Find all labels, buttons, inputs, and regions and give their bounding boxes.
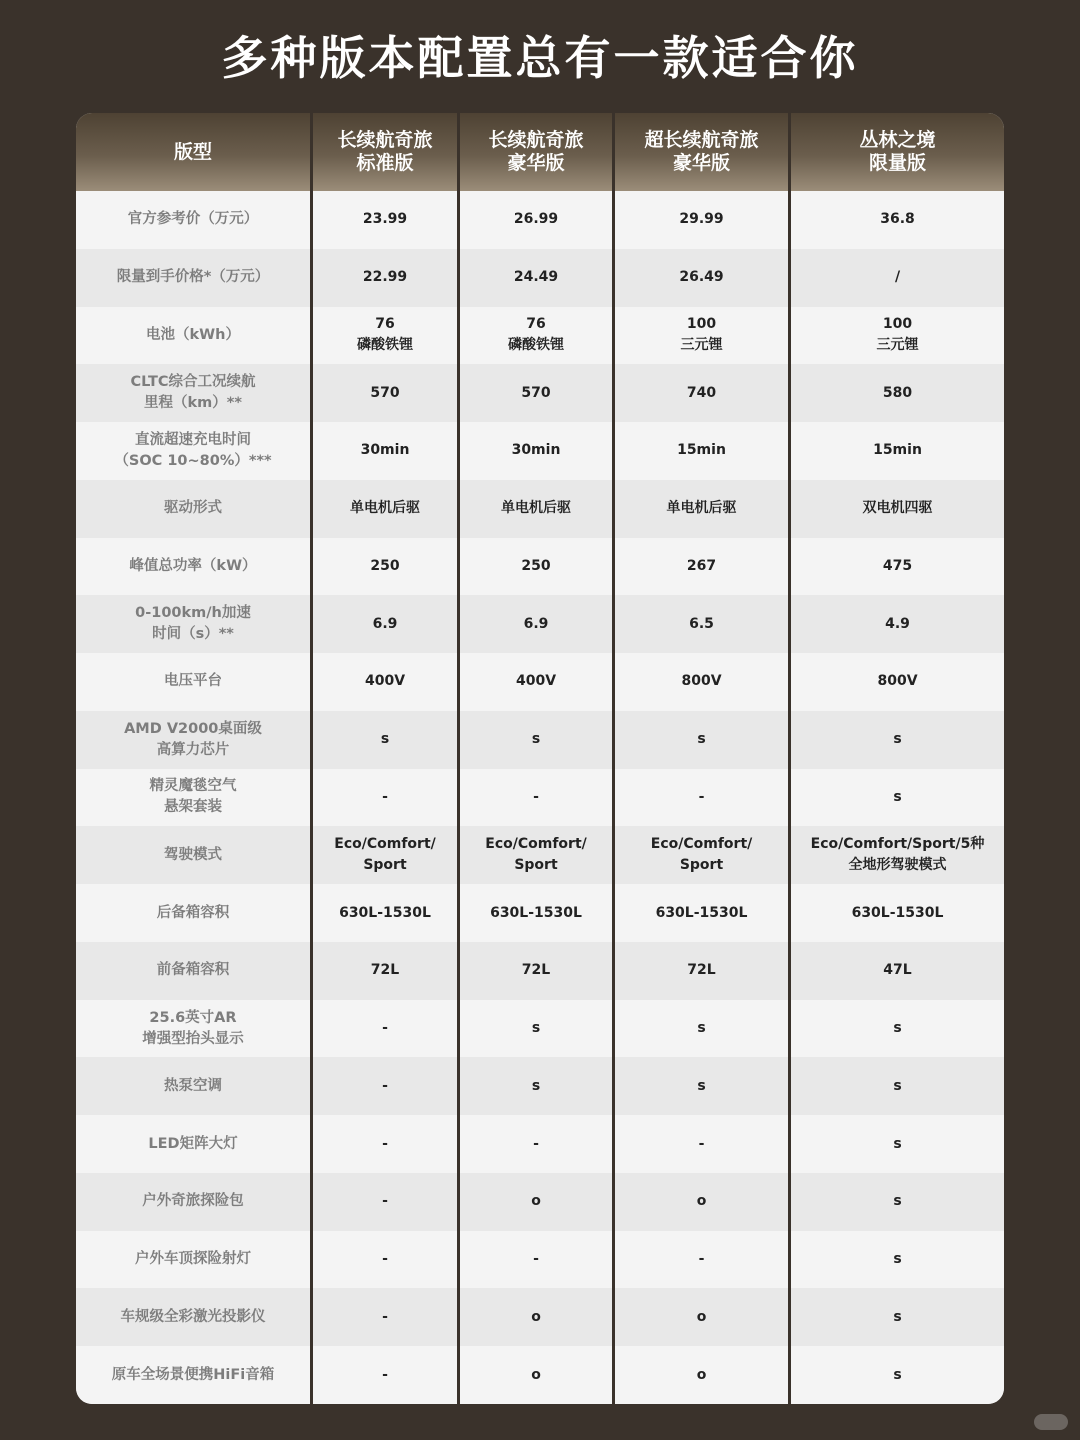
value-cell (460, 711, 612, 769)
value-cell (313, 422, 457, 480)
table-row (76, 595, 1004, 653)
value-cell (615, 1057, 788, 1115)
value-cell (791, 1173, 1004, 1231)
table-row (76, 826, 1004, 884)
value-cell (460, 480, 612, 538)
column-divider (310, 113, 313, 1404)
value-cell (460, 1057, 612, 1115)
cell-text-line: 后备箱容积 (156, 904, 230, 921)
value-cell (460, 538, 612, 596)
value-cell (615, 364, 788, 422)
value-cell (615, 249, 788, 307)
cell-text-line: 76 (526, 316, 546, 333)
value-cell (791, 884, 1004, 942)
row-label-cell (76, 191, 310, 249)
cell-text-line: 官方参考价（万元） (127, 211, 259, 228)
cell-text-line: - (533, 788, 539, 805)
header-label-cell (76, 113, 310, 191)
table-row (76, 191, 1004, 249)
cell-text-line: - (698, 1251, 705, 1268)
value-cell (615, 826, 788, 884)
value-cell (313, 1057, 457, 1115)
cell-text-line: s (893, 1135, 902, 1152)
cell-text-line: 580 (882, 384, 913, 401)
value-cell (460, 942, 612, 1000)
row-label-cell (76, 249, 310, 307)
cell-text-line: 电池（kWh） (146, 326, 240, 343)
cell-text-line: o (696, 1193, 707, 1210)
cell-text-line: 户外车顶探险射灯 (135, 1251, 251, 1268)
cell-text-line: - (698, 788, 705, 805)
value-cell (791, 595, 1004, 653)
cell-text-line: 磷酸铁锂 (357, 337, 413, 354)
cell-text-line: 丛林之境 (859, 129, 936, 151)
value-cell (791, 1288, 1004, 1346)
row-label-cell (76, 1288, 310, 1346)
value-cell (791, 307, 1004, 365)
cell-text-line: 6.9 (523, 615, 549, 632)
value-cell (615, 769, 788, 827)
value-cell (615, 538, 788, 596)
cell-text-line: o (696, 1366, 707, 1383)
cell-text-line: 100 (882, 316, 913, 333)
cell-text-line: s (893, 1251, 902, 1268)
value-cell (791, 249, 1004, 307)
value-cell (460, 769, 612, 827)
cell-text-line: 36.8 (880, 211, 915, 228)
cell-text-line: 0-100km/h加速 (135, 605, 251, 622)
cell-text-line: 570 (521, 384, 551, 401)
value-cell (313, 595, 457, 653)
cell-text-line: - (382, 1077, 388, 1094)
page-title: 多种版本配置总有一款适合你 (221, 31, 859, 85)
cell-text-line: s (697, 1020, 706, 1037)
value-cell (460, 364, 612, 422)
cell-text-line: s (531, 1020, 541, 1037)
value-cell (460, 1000, 612, 1058)
value-cell (313, 191, 457, 249)
value-cell (615, 653, 788, 711)
value-cell (791, 942, 1004, 1000)
cell-text-line: o (531, 1366, 541, 1383)
cell-text-line: 630L-1530L (490, 904, 582, 921)
value-cell (460, 191, 612, 249)
value-cell (791, 191, 1004, 249)
value-cell (313, 769, 457, 827)
table-row (76, 942, 1004, 1000)
cell-text-line: 6.5 (689, 615, 714, 632)
cell-text-line: s (531, 1077, 541, 1094)
cell-text-line: 22.99 (362, 269, 408, 286)
row-label-cell (76, 826, 310, 884)
value-cell (615, 1231, 788, 1289)
cell-text-line: 长续航奇旅 (488, 129, 584, 151)
cell-text-line: LED矩阵大灯 (148, 1135, 238, 1152)
cell-text-line: / (894, 269, 901, 286)
cell-text-line: s (893, 1077, 902, 1094)
value-cell (313, 826, 457, 884)
cell-text-line: 800V (877, 673, 918, 690)
value-cell (460, 1346, 612, 1404)
cell-text-line: 250 (370, 557, 400, 574)
value-cell (313, 1173, 457, 1231)
table-row (76, 1057, 1004, 1115)
cell-text-line: - (698, 1135, 705, 1152)
cell-text-line: 双电机四驱 (862, 500, 933, 517)
value-cell (615, 711, 788, 769)
value-cell (313, 711, 457, 769)
value-cell (313, 884, 457, 942)
value-cell (791, 1346, 1004, 1404)
value-cell (313, 307, 457, 365)
cell-text-line: 超长续航奇旅 (644, 129, 759, 151)
row-label-cell (76, 307, 310, 365)
value-cell (791, 826, 1004, 884)
value-cell (460, 826, 612, 884)
cell-text-line: 25.6英寸AR (149, 1009, 237, 1026)
table-row (76, 480, 1004, 538)
cell-text-line: 72L (521, 962, 551, 979)
cell-text-line: 400V (364, 673, 406, 690)
cell-text-line: s (380, 731, 390, 748)
cell-text-line: s (893, 731, 902, 748)
row-label-cell (76, 769, 310, 827)
cell-text-line: s (531, 731, 541, 748)
value-cell (791, 364, 1004, 422)
cell-text-line: 267 (686, 557, 717, 574)
cell-text-line: s (697, 1077, 706, 1094)
cell-text-line: Eco/Comfort/ (334, 836, 436, 853)
value-cell (615, 480, 788, 538)
cell-text-line: - (382, 1366, 388, 1383)
table-row (76, 884, 1004, 942)
row-label-cell (76, 480, 310, 538)
cell-text-line: 740 (686, 384, 717, 401)
cell-text-line: 峰值总功率（kW） (129, 557, 257, 574)
cell-text-line: s (893, 1308, 902, 1325)
value-cell (615, 1288, 788, 1346)
value-cell (313, 1346, 457, 1404)
value-cell (460, 1231, 612, 1289)
value-cell (791, 1115, 1004, 1173)
cell-text-line: 全地形驾驶模式 (848, 857, 947, 874)
cell-text-line: 时间（s）** (152, 626, 234, 643)
cell-text-line: 高算力芯片 (156, 741, 230, 758)
value-cell (313, 364, 457, 422)
cell-text-line: 增强型抬头显示 (142, 1030, 244, 1047)
cell-text-line: Sport (363, 857, 407, 874)
cell-text-line: 驾驶模式 (164, 846, 222, 863)
cell-text-line: 630L-1530L (851, 904, 944, 921)
cell-text-line: 72L (370, 962, 400, 979)
value-cell (615, 1173, 788, 1231)
table-header (76, 113, 1004, 191)
cell-text-line: 26.49 (679, 269, 724, 286)
cell-text-line: s (697, 731, 706, 748)
cell-text-line: 15min (873, 442, 922, 459)
value-cell (615, 307, 788, 365)
value-cell (460, 884, 612, 942)
value-cell (460, 595, 612, 653)
value-cell (313, 249, 457, 307)
cell-text-line: - (533, 1135, 539, 1152)
cell-text-line: （SOC 10~80%）*** (114, 452, 272, 469)
cell-text-line: o (696, 1308, 707, 1325)
cell-text-line: 570 (370, 384, 400, 401)
cell-text-line: Eco/Comfort/Sport/5种 (810, 836, 985, 853)
cell-text-line: 精灵魔毯空气 (149, 778, 237, 795)
cell-text-line: Eco/Comfort/ (485, 836, 587, 853)
cell-text-line: 24.49 (513, 269, 559, 286)
header-variant-cell (615, 113, 788, 191)
row-label-cell (76, 1231, 310, 1289)
value-cell (615, 942, 788, 1000)
cell-text-line: 4.9 (885, 615, 910, 632)
cell-text-line: - (382, 1135, 388, 1152)
value-cell (460, 1173, 612, 1231)
value-cell (615, 422, 788, 480)
value-cell (615, 884, 788, 942)
value-cell (313, 1115, 457, 1173)
cell-text-line: 30min (360, 442, 410, 459)
cell-text-line: 23.99 (362, 211, 408, 228)
value-cell (791, 1000, 1004, 1058)
cell-text-line: 76 (375, 316, 395, 333)
row-label-cell (76, 422, 310, 480)
cell-text-line: 三元锂 (680, 337, 723, 354)
row-label-cell (76, 1057, 310, 1115)
value-cell (615, 595, 788, 653)
cell-text-line: 磷酸铁锂 (508, 337, 564, 354)
cell-text-line: 250 (521, 557, 551, 574)
cell-text-line: 前备箱容积 (156, 962, 230, 979)
value-cell (313, 1000, 457, 1058)
value-cell (313, 942, 457, 1000)
table-row (76, 711, 1004, 769)
cell-text-line: Eco/Comfort/ (650, 836, 753, 853)
cell-text-line: - (382, 1251, 388, 1268)
cell-text-line: - (382, 1020, 388, 1037)
cell-text-line: 里程（km）** (144, 395, 242, 412)
cell-text-line: - (382, 1193, 388, 1210)
cell-text-line: 6.9 (372, 615, 398, 632)
table-row (76, 422, 1004, 480)
cell-text-line: 悬架套装 (164, 799, 222, 816)
cell-text-line: 长续航奇旅 (337, 129, 433, 151)
row-label-cell (76, 538, 310, 596)
cell-text-line: 400V (515, 673, 557, 690)
value-cell (791, 538, 1004, 596)
value-cell (313, 480, 457, 538)
column-divider (457, 113, 460, 1404)
table-row (76, 1115, 1004, 1173)
cell-text-line: 72L (687, 962, 716, 979)
cell-text-line: 630L-1530L (339, 904, 431, 921)
table-row (76, 769, 1004, 827)
row-label-cell (76, 595, 310, 653)
cell-text-line: 单电机后驱 (501, 500, 571, 517)
table-row (76, 1288, 1004, 1346)
table-row (76, 249, 1004, 307)
table-row (76, 1346, 1004, 1404)
value-cell (460, 1288, 612, 1346)
cell-text-line: 30min (511, 442, 561, 459)
row-label-cell (76, 1000, 310, 1058)
cell-text-line: 15min (677, 442, 726, 459)
cell-text-line: 电压平台 (164, 673, 222, 690)
cell-text-line: o (531, 1308, 541, 1325)
row-label-cell (76, 884, 310, 942)
value-cell (791, 769, 1004, 827)
row-label-cell (76, 1173, 310, 1231)
watermark-badge (1034, 1414, 1068, 1430)
table-row (76, 1231, 1004, 1289)
cell-text-line: Sport (679, 857, 724, 874)
cell-text-line: 原车全场景便携HiFi音箱 (111, 1366, 275, 1383)
table-row (76, 1173, 1004, 1231)
cell-text-line: 直流超速充电时间 (135, 431, 251, 448)
cell-text-line: 800V (681, 673, 722, 690)
cell-text-line: 单电机后驱 (350, 500, 420, 517)
row-label-cell (76, 711, 310, 769)
cell-text-line: s (893, 1193, 902, 1210)
cell-text-line: AMD V2000桌面级 (124, 720, 262, 737)
value-cell (460, 422, 612, 480)
value-cell (791, 422, 1004, 480)
header-variant-cell (460, 113, 612, 191)
cell-text-line: 限量版 (868, 152, 926, 174)
value-cell (313, 1288, 457, 1346)
value-cell (791, 1057, 1004, 1115)
cell-text-line: 47L (883, 962, 912, 979)
cell-text-line: s (893, 1020, 902, 1037)
value-cell (791, 480, 1004, 538)
table-row (76, 307, 1004, 365)
cell-text-line: 豪华版 (672, 152, 730, 174)
cell-text-line: o (531, 1193, 541, 1210)
value-cell (615, 1000, 788, 1058)
row-label-cell (76, 653, 310, 711)
cell-text-line: 豪华版 (507, 152, 565, 174)
cell-text-line: s (893, 1366, 902, 1383)
column-divider (788, 113, 791, 1404)
cell-text-line: - (382, 788, 388, 805)
value-cell (460, 653, 612, 711)
value-cell (460, 307, 612, 365)
table-row (76, 364, 1004, 422)
value-cell (313, 1231, 457, 1289)
header-label-text: 版型 (173, 140, 212, 163)
cell-text-line: 热泵空调 (164, 1077, 222, 1094)
table-row (76, 538, 1004, 596)
cell-text-line: 475 (882, 557, 913, 574)
value-cell (791, 653, 1004, 711)
cell-text-line: - (533, 1251, 539, 1268)
cell-text-line: - (382, 1308, 388, 1325)
cell-text-line: 户外奇旅探险包 (142, 1193, 244, 1210)
row-label-cell (76, 364, 310, 422)
cell-text-line: 标准版 (356, 152, 414, 174)
row-label-cell (76, 1346, 310, 1404)
header-variant-cell (791, 113, 1004, 191)
row-label-cell (76, 1115, 310, 1173)
row-label-cell (76, 942, 310, 1000)
header-variant-cell (313, 113, 457, 191)
cell-text-line: 车规级全彩激光投影仪 (120, 1308, 266, 1325)
table-row (76, 653, 1004, 711)
cell-text-line: 限量到手价格*（万元） (116, 269, 270, 286)
cell-text-line: Sport (514, 857, 558, 874)
column-divider (612, 113, 615, 1404)
cell-text-line: 100 (686, 316, 717, 333)
cell-text-line: 三元锂 (876, 337, 919, 354)
cell-text-line: 26.99 (513, 211, 559, 228)
cell-text-line: 29.99 (679, 211, 724, 228)
cell-text-line: 630L-1530L (655, 904, 748, 921)
cell-text-line: CLTC综合工况续航 (130, 374, 256, 391)
spec-table (76, 113, 1004, 1404)
value-cell (460, 249, 612, 307)
cell-text-line: 驱动形式 (164, 500, 222, 517)
value-cell (791, 711, 1004, 769)
value-cell (460, 1115, 612, 1173)
value-cell (615, 1115, 788, 1173)
value-cell (313, 538, 457, 596)
cell-text-line: s (893, 788, 902, 805)
value-cell (313, 653, 457, 711)
value-cell (615, 191, 788, 249)
cell-text-line: 单电机后驱 (666, 500, 737, 517)
value-cell (615, 1346, 788, 1404)
table-row (76, 1000, 1004, 1058)
value-cell (791, 1231, 1004, 1289)
